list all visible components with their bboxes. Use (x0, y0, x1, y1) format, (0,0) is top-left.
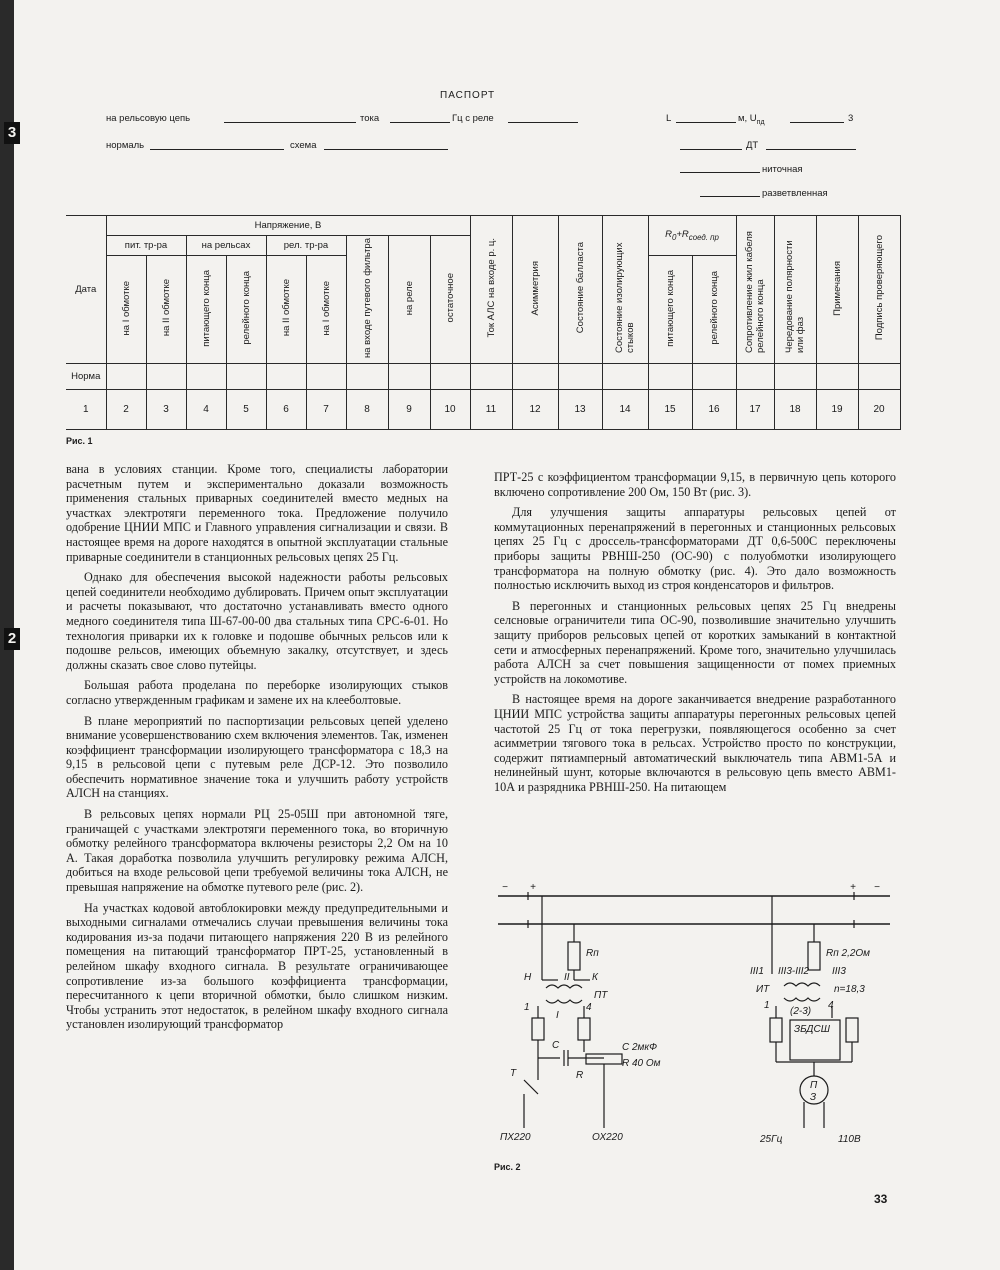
svg-text:К: К (592, 972, 598, 983)
svg-text:III3-III2: III3-III2 (778, 966, 810, 977)
page-number: 33 (874, 1192, 888, 1206)
paragraph: Для улучшения защиты аппаратуры рельсовых цепей от коммутационных перенапряжений в перегонных и станционных рельсовых цепях 25 Гц с дроссель-трансформаторами ДТ 0,6-500С переключены приборы защиты РВНШ-250 (ОС-90) с полуобмотки изолирующего трансформатора на полную обмотку (рис. 4). Это дало возможность полностью исключить выход из строя конденсаторов и фильтров. (494, 505, 896, 593)
svg-text:R: R (576, 1070, 584, 1081)
column-number: 12 (512, 390, 558, 430)
column-number: 7 (306, 390, 346, 430)
svg-text:П: П (810, 1080, 818, 1091)
col-r2: релейного конца (692, 256, 736, 364)
svg-text:4: 4 (828, 1000, 834, 1011)
svg-text:II: II (564, 972, 570, 983)
form-label: нормаль (106, 140, 145, 151)
fig2-caption: Рис. 2 (494, 1162, 521, 1172)
form-label: ДТ (746, 140, 759, 151)
svg-text:Rп 2,2Ом: Rп 2,2Ом (826, 948, 871, 959)
column-number: 17 (736, 390, 774, 430)
paragraph: В рельсовых цепях нормали РЦ 25-05Ш при автономной тяге, граничащей с участками электротяги переменного тока, во вторичную обмотку релейного трансформатора включены резисторы 2,2 Ом на 10 А. Такая доработка позволила улучшить регулировку режима АЛСН, добиться на входе рельсовой цепи требуемой величины тока АЛСН, не превышая напряжение на обмотке путевого реле (рис. 2). (66, 807, 448, 895)
svg-text:З: З (810, 1092, 817, 1103)
rail-plus-right: + (850, 882, 856, 893)
svg-text:1: 1 (524, 1002, 530, 1013)
col-sign: Подпись проверяющего (858, 216, 900, 364)
col-cable: Сопротивление жил кабеля релейного конца (736, 216, 774, 364)
svg-text:ОХ220: ОХ220 (592, 1132, 623, 1143)
form-label: 3 (848, 113, 854, 124)
form-label: на рельсовую цепь (106, 113, 191, 124)
column-number: 6 (266, 390, 306, 430)
col-rel1: на I обмотке (306, 256, 346, 364)
column-number: 15 (648, 390, 692, 430)
column-number: 5 (226, 390, 266, 430)
col-resid: остаточное (430, 236, 470, 364)
svg-text:(2-3): (2-3) (790, 1006, 812, 1017)
col-filter: на входе путевого фильтра (346, 236, 388, 364)
margin-mark: 2 (4, 628, 20, 650)
svg-text:110В: 110В (838, 1134, 861, 1145)
form-label: ниточная (762, 164, 803, 175)
column-number: 10 (430, 390, 470, 430)
passport-title: ПАСПОРТ (440, 90, 496, 101)
col-asym: Асимметрия (512, 216, 558, 364)
column-number: 4 (186, 390, 226, 430)
row-norm-label: Норма (66, 364, 106, 390)
left-column (66, 462, 448, 1038)
paragraph: ПРТ-25 с коэффициентом трансформации 9,15, в первичную цепь которого включено сопротивление 200 Ом, 150 Вт (рис. 3). (494, 470, 896, 499)
paragraph: вана в условиях станции. Кроме того, специалисты лаборатории расчетным путем и экспериментально доказали возможность применения стальных приварных соединителей вместо медных на участках электротяги переменного тока. Предложение получило одобрение ЦНИИ МПС и Главного управления сигнализации и связи. В настоящее время на дороге находятся в опытной эксплуатации стальные приварные соединители в станционных рельсовых цепях 25 Гц. (66, 462, 448, 564)
svg-text:4: 4 (586, 1002, 592, 1013)
column-number: 3 (146, 390, 186, 430)
col-notes: Примечания (816, 216, 858, 364)
form-label: тока (360, 113, 380, 124)
form-label: Гц с реле (452, 113, 494, 124)
column-number: 11 (470, 390, 512, 430)
svg-text:1: 1 (764, 1000, 770, 1011)
svg-text:ПХ220: ПХ220 (500, 1132, 531, 1143)
column-number-row (66, 390, 900, 430)
paragraph: Большая работа проделана по переборке изолирующих стыков согласно утвержденным графикам и замене их на клееболтовые. (66, 678, 448, 707)
passport-table (66, 215, 901, 430)
col-ballast: Состояние балласта (558, 216, 602, 364)
svg-text:ИТ: ИТ (756, 984, 770, 995)
column-number: 19 (816, 390, 858, 430)
col-rel2: на II обмотке (266, 256, 306, 364)
column-number: 8 (346, 390, 388, 430)
paragraph: Однако для обеспечения высокой надежности работы рельсовых цепей соединители необходимо дублировать. Причем опыт эксплуатации и расчеты показывают, что достаточно устанавливать вместо одного медного соединителя типа Ш-67-00-00 два стальных типа СРС-6-01. Но технология приварки их к головке и подошве обычных рельсов или к подошве рельсов, имеющих объемную закалку, отсутствует, и здесь должны сказать свое слово путейцы. (66, 570, 448, 672)
paragraph: На участках кодовой автоблокировки между предупредительными и выходными сигналами отмечались случаи превышения величины тока кодирования из-за подачи питающего напряжения 220 В из релейного помещения на питающий трансформатор ПРТ-25, установленный в релейном шкафу входного сигнала. В результате ограничивающее сопротивление из-за большого коэффициента трансформации, пересчитанного к цепи вторичной обмотки, было слишком низким. Чтобы устранить этот недостаток, в релейном шкафу входного сигнала установлен изолирующий трансформатор (66, 900, 448, 1032)
rail-plus-left: + (530, 882, 536, 893)
paragraph: В настоящее время на дороге заканчивается внедрение разработанного ЦНИИ МПС устройства защиты аппаратуры перегонных рельсовых цепей частотой 25 Гц от тока перегрузки, появляющегося особенно за счет асимметрии тягового тока в рельсах. Устройство просто по конструкции, содержит пятиамперный автоматический выключатель типа АВМ1-5А и нелинейный шунт, которые включаются в рельсовую цепь вместо АВМ1-10А и разрядника РВНШ-250. На питающем (494, 692, 896, 794)
column-number: 2 (106, 390, 146, 430)
rail-minus-right: − (874, 882, 880, 893)
sub-header-rel: рел. тр-ра (266, 236, 346, 256)
column-number: 9 (388, 390, 430, 430)
col-pit1: на I обмотке (106, 256, 146, 364)
svg-text:25Гц: 25Гц (760, 1134, 783, 1145)
svg-text:Rп: Rп (586, 948, 599, 959)
svg-text:n=18,3: n=18,3 (834, 984, 865, 995)
column-number: 18 (774, 390, 816, 430)
svg-text:III1: III1 (750, 966, 764, 977)
r-group-header: $R_0+R_{соед. пр}$ (648, 216, 736, 256)
svg-text:R 40 Ом: R 40 Ом (622, 1058, 661, 1069)
col-rail1: питающего конца (186, 256, 226, 364)
column-number: 16 (692, 390, 736, 430)
col-rail2: релейного конца (226, 256, 266, 364)
svg-text:III3: III3 (832, 966, 846, 977)
paragraph: В плане мероприятий по паспортизации рельсовых цепей уделено внимание усовершенствованию схем включения элементов. Так, изменен коэффициент трансформации изолирующего трансформатора с 18,3 на 9,15 в рельсовой цепи с путевым реле ДСР-12. Это позволило обеспечить нормативное значение тока и улучшить работу устройств АЛСН на станциях. (66, 713, 448, 801)
svg-text:Т: Т (510, 1068, 517, 1079)
svg-text:ПТ: ПТ (594, 990, 608, 1001)
column-number: 14 (602, 390, 648, 430)
svg-text:С 2мкФ: С 2мкФ (622, 1042, 658, 1053)
voltage-group-header: Напряжение, В (106, 216, 470, 236)
column-number: 13 (558, 390, 602, 430)
sub-header-pit: пит. тр-ра (106, 236, 186, 256)
paragraph: В перегонных и станционных рельсовых цепях 25 Гц внедрены селсновые ограничители типа ОС-90, позволившие значительно улучшить защиту приборов рельсовых цепей от коротких замыканий в контактной сети и атмосферных перенапряжений. Кроме того, значительно улучшилась работа АЛСН за счет повышения защищенности от помех приемных устройств на локомотиве. (494, 598, 896, 686)
fig2-circuit-diagram (494, 880, 894, 1160)
form-label: схема (290, 140, 317, 151)
col-date: Дата (66, 216, 106, 364)
svg-text:Н: Н (524, 972, 532, 983)
col-joints: Состояние изолирующих стыков (602, 216, 648, 364)
margin-mark: 3 (4, 122, 20, 144)
right-column (494, 470, 896, 800)
column-number: 1 (66, 390, 106, 430)
sub-header-rails: на рельсах (186, 236, 266, 256)
col-phase: Чередование полярности или фаз (774, 216, 816, 364)
col-pit2: на II обмотке (146, 256, 186, 364)
form-label: L (666, 113, 672, 124)
fig1-caption: Рис. 1 (66, 436, 93, 446)
svg-text:ЗБДСШ: ЗБДСШ (794, 1024, 830, 1035)
column-number: 20 (858, 390, 900, 430)
svg-text:I: I (556, 1010, 559, 1021)
col-als: Ток АЛС на входе р. ц. (470, 216, 512, 364)
col-r1: питающего конца (648, 256, 692, 364)
rail-minus-left: − (502, 882, 508, 893)
svg-text:С: С (552, 1040, 560, 1051)
form-label: м, $U_{пд}$ (738, 113, 765, 126)
form-label: разветвленная (762, 188, 828, 199)
col-relay: на реле (388, 236, 430, 364)
